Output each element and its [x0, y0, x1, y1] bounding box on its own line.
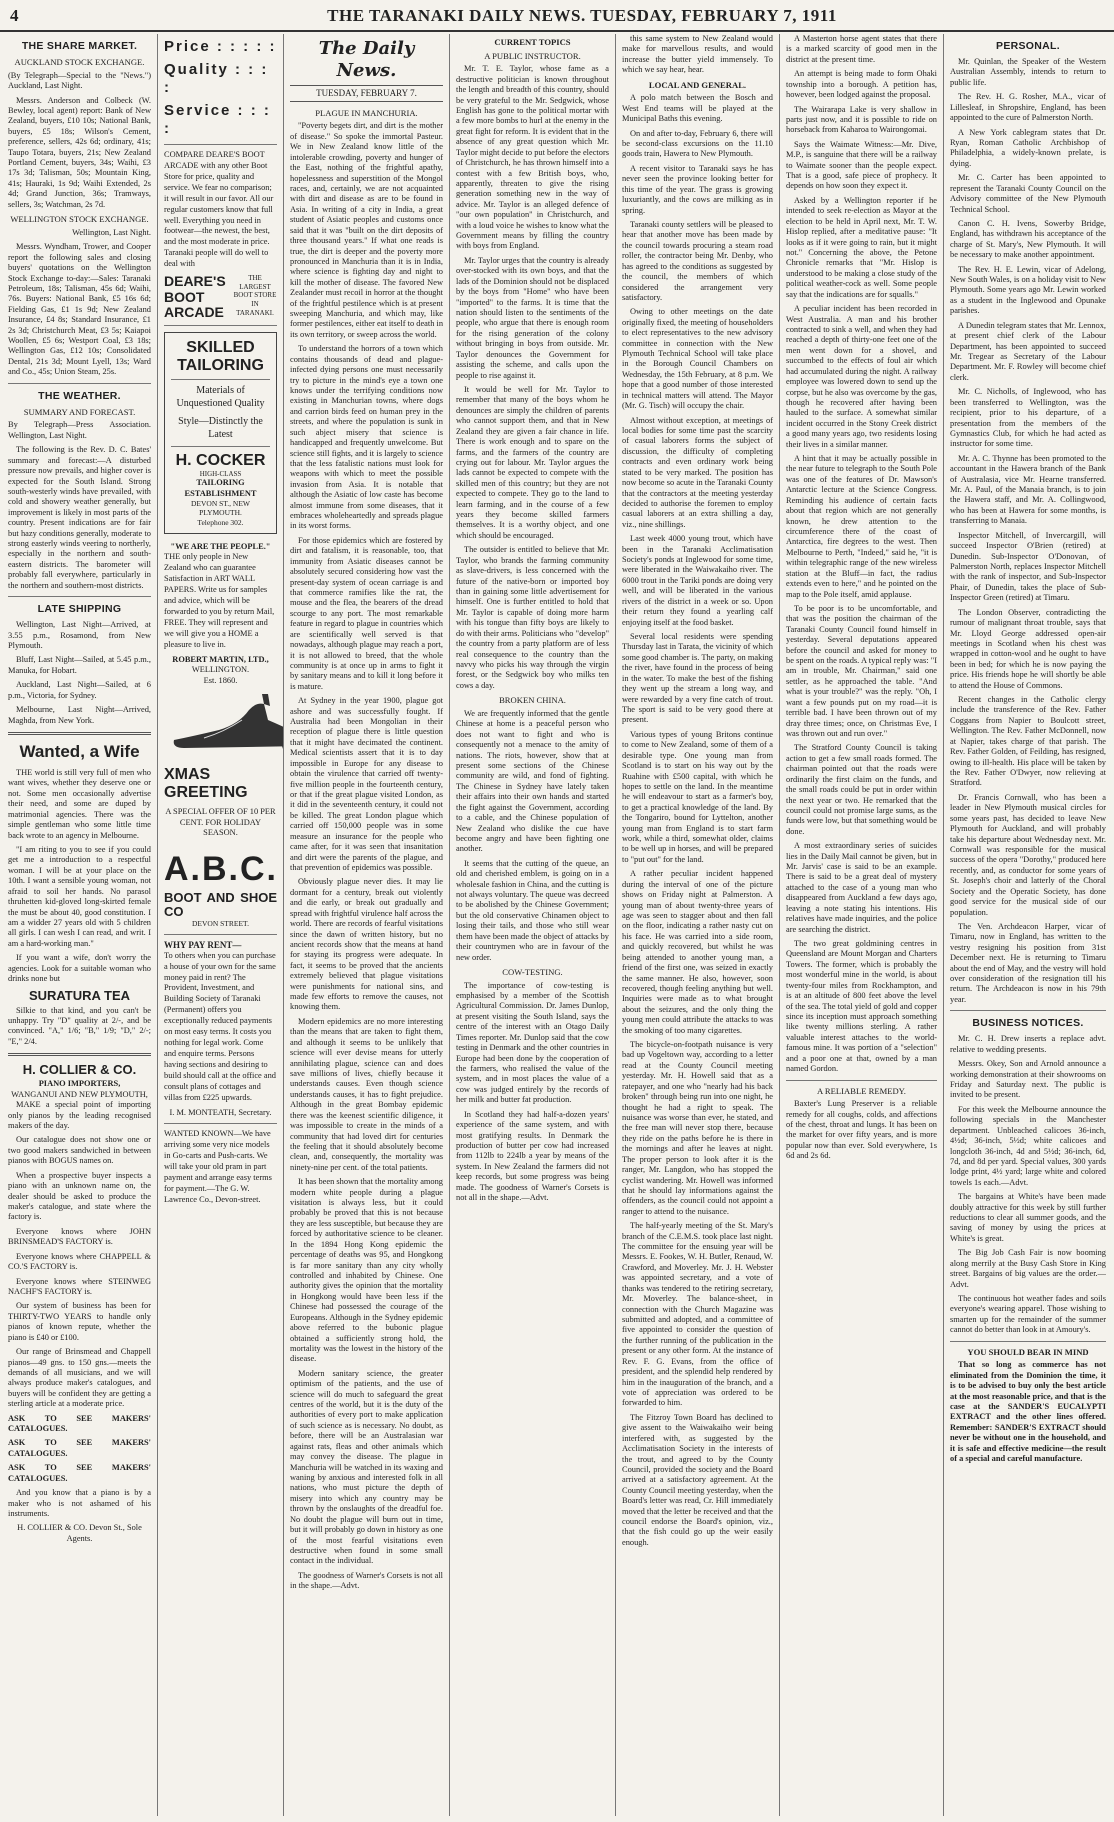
share-market-heading: THE SHARE MARKET. — [21, 40, 138, 52]
abc-address: DEVON STREET. — [192, 919, 249, 929]
personal-item: The Rev. H. E. Lewin, vicar of Adelong, New South Wales, is on a holiday visit to New Plymouth. Some years ago Mr. Lewin worked as a student in the Inglewood and Opunake parishes. — [950, 264, 1106, 316]
article-paragraph: The outsider is entitled to believe that Mr. Taylor, who brands the farming community as slave-drivers, is less concerned with the future of the native-born or imported boy than in gaining some little advertisement for himself. One is further entitled to hold that Mr. Taylor is capable of doing more harm with his tongue than fifty boys are likely to do with their arms. Politicians who "develop" the country from a party platform are of less real consequence to the country than the navvy who picks his way through the virgin forest, or the Sedgwick boy who milks ten cows a day. — [456, 545, 609, 690]
business-item: Mr. C. H. Drew inserts a replace advt. relative to wedding presents. — [950, 1034, 1106, 1054]
divider — [164, 934, 277, 935]
auckland-text: Messrs. Anderson and Colbeck (W. Bewley, local agent) report: Bank of New Zealand, buyers, £10 10s; National Bank, buyers, £5 18s; Wilson's Cement, preference, sellers, 42s 6d; ordinary, 41s; Taupo Totara, buyers, 21s; New Zealand Portland Cement, buyers, 34s; Waihi, £3 17s 3d; Talisman, 50s; Mountain King, 41s; Hauraki, 1s 9d; Waihi Extended, 2s 4d; Grand Junction, 36s; Tramways, sellers, 3s; Watchman, 2s 7d. — [8, 95, 151, 209]
shipping-item: Wellington, Last Night—Arrived, at 3.55 p.m., Rosamond, from New Plymouth. — [8, 620, 151, 650]
editorial-date: TUESDAY, FEBRUARY 7. — [290, 85, 443, 102]
rent-headline: WHY PAY RENT— — [164, 939, 242, 950]
collier-text: Our range of Brinsmead and Chappell pianos—49 gns. to 150 gns.—meets the demands of all musicians, and we will always produce maker's catalogues, and buyers will be confident they are getting a sterling article at a moderate price. — [8, 1347, 151, 1409]
cocker-name: H. COCKER — [175, 452, 266, 470]
cocker-class: HIGH-CLASS — [199, 469, 242, 478]
wife-text: If you want a wife, don't worry the agencies. Look for a suitable woman who drinks none but — [8, 953, 151, 984]
people-place: WELLINGTON. — [191, 665, 250, 675]
collier-text: And you know that a piano is by a maker who is not ashamed of his instruments. — [8, 1488, 151, 1518]
article-paragraph: Several local residents were spending Thursday last in Tarata, the vicinity of which some good chamber is. The party, on making the river, have found in the process of being in the water. To make the best of the fishing they went up the stream a long way, and were rewarded by a very fine catch of trout. The sport is said to be very good there at present. — [622, 632, 773, 725]
collier-heading: H. COLLIER & CO. — [22, 1062, 137, 1078]
cocker-telephone: Telephone 302. — [197, 517, 244, 527]
deare-logo-block — [164, 274, 277, 320]
plague-heading: PLAGUE IN MANCHURIA. — [315, 107, 418, 118]
collier-text: When a prospective buyer inspects a piano with an unknown name on, the dealer should be asked to produce the maker's catalogue, and state where the factory is. — [8, 1170, 151, 1222]
wanted-known-text: WANTED KNOWN—We have arriving some very nice models in Go-carts and Push-carts. We will take your old pram in part payment and arrange easy terms for payment.—The G. W. Lawrence Co., Devon-street. — [164, 1129, 272, 1204]
wellington-byline: Wellington, Last Night. — [72, 227, 151, 237]
people-name: ROBERT MARTIN, LTD., — [172, 654, 269, 664]
column-1 — [8, 34, 158, 1816]
article-paragraph: Says the Waimate Witness:—Mr. Dive, M.P., is sanguine that there will be a railway to Waimate sooner than the people expect. That is a good, safe piece of prophecy. It depends on how soon they expect it. — [786, 139, 937, 191]
article-paragraph: Various types of young Britons continue to come to New Zealand, some of them of a desirable type. One young man from Scotland is to start on his way out by the Ruahine with £500 capital, with which he hopes to settle on the land. In the meantime he will endeavour to start as a farmer's boy, to get a practical knowledge of the land. By the Tongariro, bound for Lyttelton, another young man from England is to start farm work, while a third, somewhat older, claims to be well up in horses, and will be prepared to "put out" for the land. — [622, 729, 773, 864]
article-paragraph: A Masterton horse agent states that there is a marked scarcity of good men in the district at the present time. — [786, 34, 937, 64]
people-text: THE only people in New Zealand who can guarantee Satisfaction in ART WALL PAPERS. Write us for samples and advice, which will be forwarded to you by return Mail, FREE. They will represent and we will give you a HOME a pleasure to live in. — [164, 552, 275, 649]
divider — [164, 144, 277, 145]
personal-item: Dr. Francis Cornwall, who has been a leader in New Plymouth musical circles for some years past, has decided to leave New Plymouth for Auckland, and will probably take his departure about Wednesday next. Mr. Cornwall was responsible for the musical success of the opera "Dorothy," produced here recently, and, as conductor for some years of St. Joseph's choir and latterly of the Choral Society and the Operatic Society, has done good service for the musical side of our population. — [950, 792, 1106, 917]
article-paragraph: To understand the horrors of a town which contains thousands of dead and plague-infected dying persons one must necessarily try to picture in the mind's eye a town one knows under the terrifying conditions now existing in Manchurian towns, where dogs and carrion birds feed on human prey in the streets, and where the population is sunk in such abject misery that science is handicapped and frequently unwelcome. But science still fights, and it is largely to science that the less fatalistic nations must look for weapons with which to meet the possible invasion from Asia. It is notable that although the Asiatic of low caste has become almost immune from some diseases, that it embraces wholeheartedly and spreads plague in its worst forms. — [290, 344, 443, 531]
article-paragraph: The Fitzroy Town Board has declined to give assent to the Waiwakaiho weir being interfered with, as suggested by the Acclimatisation Society in the interests of the trout, and agreed to by the County Council, provided the society and the Board arrived at a satisfactory agreement. At the County Council meeting yesterday, when the Board's letter was read, Cr. Hill immediately moved that the letter be received and that the council endorse the Board's opinion, viz., that the fish could go up the weir easily enough. — [622, 1412, 773, 1547]
bear-in-mind-heading: YOU SHOULD BEAR IN MIND — [967, 1346, 1089, 1357]
masthead — [0, 0, 1114, 32]
personal-item: The Rev. H. G. Rosher, M.A., vicar of Lillesleaf, in Shropshire, England, has been appointed to the cure of Palmerston North. — [950, 92, 1106, 123]
article-paragraph: To be poor is to be uncomfortable, and that was the position the chairman of the Taranaki County Council found himself in yesterday. Several deputations appeared before the council and asked for money to be spent on the roads. A typical reply was: "I am in trouble, Mr. Chairman," said one settler, as he approached the table. "And what is your trouble?" was the reply. "Oh, I want a few pounds put on my road—it is terrible bad. I have been thrown out of my dray three times; once, on Christmas Eve, I was thrown out and run over." — [786, 603, 937, 738]
article-paragraph: A hint that it may be actually possible in the near future to telegraph to the South Pole was one of the features of Dr. Mawson's Antarctic lecture at the Science Congress. Reminding his audience of certain facts about that region which are not generally known, he drew attention to the circumference there of the coast of Antarctica, fire degrees to the west. Then Melbourne to Perth, "Indeed," said he, "it is within telegraphic range of the new wireless station at the Bluff—in fact, the radius extends even to here," and he pointed on the map to the Pole itself, amid applause. — [786, 454, 937, 599]
article-paragraph: It would be well for Mr. Taylor to remember that many of the boys whom he denounces are simply the children of parents who cannot support them, and that in New Zealand they are given a fair chance in life. There is work enough and to spare on the farms, and the farmers of the country are crying out for labour. Mr. Taylor argues the lads cannot be expected to compete with the skilled men of this country; but they are not expected to compete. They go to the land to learn farming, and in the course of a few years they become skilled farmers themselves. It is a worthy object, and one which should be encouraged. — [456, 384, 609, 540]
article-paragraph: Mr. T. E. Taylor, whose fame as a destructive politician is known throughout the length and breadth of this country, should be very grateful to the Mr. Sedgwick, whose English has gone to the political mortar with a few more bombs to hurl at the enemy in the great fight for reform. It is evident that in the absence of any great question which Mr. Taylor might decide to put before the electors of Christchurch, he has thrown himself into a contest with a few British boys, who, apparently, threaten to give the rising generation something new in the way of advice. Mr. Taylor is an alleged defence of "our own population" in Christchurch, and with a loud voice he wishes to know what the Government means by filling the country with boys from England. — [456, 64, 609, 251]
article-paragraph: On and after to-day, February 6, there will be second-class excursions on the 11.10 goods train, Hawera to New Plymouth. — [622, 128, 773, 159]
collier-text: MAKE a special point of importing only pianos by the leading recognised makers of the day. — [8, 1100, 151, 1131]
people-established: Est. 1860. — [203, 675, 238, 685]
cow-testing-heading: COW-TESTING. — [502, 966, 563, 977]
article-paragraph: The Wairarapa Lake is very shallow in parts just now, and it is possible to ride on horseback from Kaharoa to Wairongomai. — [786, 104, 937, 135]
wife-text: "I am riting to you to see if you could get me a introduction to a respectful woman. I will be at your place on the 10th. I want a sensible young woman, not afraid to soil her hands. No parasol thruhetten kid-gloved long-skirted female the must be about 40, good constitution. I am a widder 27 years old with 5 children all girls. I can wesh I can read, and writ. I am a hard-working man." — [8, 844, 151, 948]
article-paragraph: Asked by a Wellington reporter if he intended to seek re-election as Mayor at the election to be held in April next, Mr. T. W. Hislop replied, after a meditative pause: "It looks as if it were going to rain, but it might not." Concerning the above, the Petone Chronicle remarks that "Mr. Hislop is understood to be making a close study of the political weather-cock as well. Some people say that the indications are for squalls." — [786, 195, 937, 299]
column-7 — [950, 34, 1106, 1816]
shoe-illustration — [164, 690, 284, 760]
people-headline: "WE ARE THE PEOPLE." — [170, 542, 271, 552]
article-paragraph: The half-yearly meeting of the St. Mary's branch of the C.E.M.S. took place last night. The committee for the ensuing year will be Messrs. E. Fookes, W. H. Butler, Renaud, W. Crawford, and Moverley. Mr. J. H. Webster was appointed secretary, and a vote of thanks was tendered to the retiring secretary, Mr. Moverley. The balance-sheet, in connection with the Church Magazine was submitted and adopted, and a committee of five appointed to consider the question of the further running of the publication in the present or any other form. At the instance of Rev. F. G. Evans, from the office of president, and the splendid help rendered by him in the inauguration of the branch, and a vote of appreciation was ordered to be forwarded to him. — [622, 1221, 773, 1408]
business-item: That so long as commerce has not eliminated from the Dominion the time, it is to be advised to buy only the best article at the most reasonable price, and that is the case at the SANDER'S EUCALYPTI EXTRACT and the other lines offered. Remember: SANDER'S EXTRACT should never be without one in the household, and it is safe and effective medicine—the result of a special and careful manufacture. — [950, 1360, 1106, 1464]
abc-logo: A.B.C. — [164, 850, 278, 889]
suratura-text: Silkie to that kind, and you can't be unhappy. Try "D" quality at 2/-, and be convinced. "A," 1/6; "B," 1/9; "D," 2/-; "E," 2/4. — [8, 1005, 151, 1046]
divider — [8, 596, 151, 597]
xmas-headline: XMAS GREETING — [164, 766, 248, 801]
deare-tagline: THE LARGEST BOOT STORE IN TARANAKI. — [233, 274, 277, 317]
cocker-style: Style—Distinctly the Latest — [178, 416, 263, 440]
weather-subheading: SUMMARY AND FORECAST. — [23, 406, 136, 417]
personal-item: The London Observer, contradicting the rumour of malignant throat trouble, says that Mr. Lloyd George addressed open-air meetings in Scotland when his chest was wrapped in cotton-wool and he ought to have been in bed; for which he is now paying the price. His friends hope he will shortly be able to attend the House of Commons. — [950, 607, 1106, 690]
divider — [8, 1053, 151, 1056]
collier-subheading: PIANO IMPORTERS, — [38, 1079, 121, 1089]
divider — [8, 383, 151, 384]
shipping-item: Auckland, Last Night—Sailed, at 6 p.m., Victoria, for Sydney. — [8, 680, 151, 700]
divider — [950, 1010, 1106, 1011]
article-paragraph: For those epidemics which are fostered by dirt and fatalism, it is reasonable, too, that immunity from Asiatic diseases cannot be absolutely secured considering how vast the present-day system of ocean carriage is and that commerce ramifies like the rat, the mouse and the flea, the bearers of the dread scourge to any port. The most remarkable feature in regard to plague in countries which are scientifically well served is that nowadays, although plague may reach a port, it is not allowed to breed, that the whole community is at once up in arms to fight it by sanitary means and to kill it long before it is mature. — [290, 535, 443, 691]
weather-byline: By Telegraph—Press Association. Wellington, Last Night. — [8, 420, 151, 440]
article-paragraph: Modern epidemics are no more interesting than the means that are taken to fight them, and although it seems to be unlikely that science will ever devise means for utterly annihilating plague, science can and does save millions of lives, chiefly because it understands causes. Even though science understands causes, it has to fight prejudice. Although in the great Bombay epidemic there was the keenest scientific diligence, it was impossible to create in the minds of a community that had loved dirt for centuries the feeling that it should absolutely become clean, and, consequently, the mortality was ninety-nine per cent. of the total patients. — [290, 1016, 443, 1172]
article-paragraph: Taranaki county settlers will be pleased to hear that another move has been made by the council towards procuring a steam road roller, the contractor being Mr. Denby, who has agreed to the conditions as suggested by the council, the members of which considered the arrangement very satisfactory. — [622, 219, 773, 302]
article-paragraph: A polo match between the Bosch and West End teams will be played at the Municipal Baths this evening. — [622, 93, 773, 124]
personal-item: Mr. A. C. Thynne has been promoted to the accountant in the Hawera branch of the Bank of Australasia, vice Mr. Hearne transferred. Mr. A. Paul, of the Manaia branch, is to join the Hawera staff, and Mr. A. Collingwood, who has been at Hawera for some months, is transferring to Manaia. — [950, 453, 1106, 526]
divider — [786, 1080, 937, 1081]
shipping-item: Melbourne, Last Night—Arrived, Maghda, from New York. — [8, 705, 151, 725]
article-paragraph: Almost without exception, at meetings of local bodies for some time past the scarcity of casual laborers forms the subject of discussion, the difficulty of completing contracts and even ordinary work being stated to be very marked. The position has now become so acute in the Taranaki County that the contractors at the meeting yesterday decided to authorise the foremen to employ casual laborers at an extra shilling a day, viz., nine shillings. — [622, 415, 773, 529]
article-paragraph: A rather peculiar incident happened during the interval of one of the picture shows on Friday night at Palmerston. A young man of about twenty-three years of age was seen to stagger about and then fall on the floor, indicating a rather nasty cut on his face. He was carried into a side room, and quickly recovered, but whilst he was being attended to another young man, a friend of the first one, was seized in exactly the same manner. He also, however, soon recovered, though feeling anything but well. Inquiries were made as to what brought about the seizures, and the only thing the young men could attribute the attacks to was the smoking of too many cigarettes. — [622, 869, 773, 1035]
business-item: The bargains at White's have been made doubly attractive for this week by still further reductions to clear all summer goods, and the saving of money by using the prices at White's is great. — [950, 1192, 1106, 1243]
collier-ask: ASK TO SEE MAKERS' CATALOGUES. — [8, 1438, 151, 1458]
auckland-byline: (By Telegraph—Special to the "News.") Auckland, Last Night. — [8, 70, 151, 91]
weather-text: The following is the Rev. D. C. Bates' summary and forecast:—A disturbed pressure now prevails, and higher cover is expected for the South Island. Strong south-westerly winds have prevailed, with cold and showery weather generally, but improvement is likely in most parts of the country. Present indications are for fair but hazy conditions generally, moderate to strong easterly winds veering to northerly, especially in the northern and south-eastern districts. The barometer will probably fall everywhere, particularly in the northern and southern-most districts. — [8, 445, 151, 590]
collier-text: Everyone knows where STEINWEG NACHF'S FACTORY is. — [8, 1276, 151, 1296]
article-paragraph: A most extraordinary series of suicides lies in the Daily Mail cannot be given, but in Mr. Jarvis' case is said to be an example. There is said to be a great deal of mystery attached to the case of a young man who disappeared from Auckland a few days ago, leaving a note stating his intentions. His relatives have made inquiries, and the police are searching the district. — [786, 841, 937, 934]
divider — [164, 325, 277, 326]
article-paragraph: The bicycle-on-footpath nuisance is very bad up Vogeltown way, according to a letter read at the County Council meeting yesterday. Mr. H. Howell said that as a ratepayer, and one who "nearly had his back broken" through being run into one night, he thought he had a right to speak. The nuisance was worse than ever, he stated, and the free man will never stop there, because they ride on the paths before he is there in the mornings and after he leaves at night. The proper person to look after it is the ranger, Mr. Langdon, who has stopped the cyclist wandering. Mr. Howell was informed that he should lay informations against the offenders, as the council could not appoint a ranger to attend to the nuisance. — [622, 1040, 773, 1216]
personal-item: A New York cablegram states that Dr. Ryan, Roman Catholic Archbishop of Philadelphia, a widely-known prelate, is dying. — [950, 127, 1106, 168]
personal-item: Recent changes in the Catholic clergy include the transference of the Rev. Father Coggans from Napier to Boulcott street, Wellington. The Rev. Father McDonnell, now at Napier, takes charge of that parish. The Rev. Father Golden, of Feilding, has resigned, owing to ill-health. His place will be taken by the Rev. Father O'Dwyer, now relieving at Stratford. — [950, 695, 1106, 788]
column-3 — [290, 34, 450, 1816]
instructor-heading: A PUBLIC INSTRUCTOR. — [484, 50, 581, 61]
personal-item: Mr. C. Nicholls, of Inglewood, who has been transferred to Wellington, was the recipient, prior to his departure, of a presentation from the members of the Gymnastics Club, for which he had acted as instructor for some time. — [950, 387, 1106, 449]
article-paragraph: this same system to New Zealand would make for marvellous results, and would increase the butter yield immensely. To which we say hear, hear. — [622, 34, 773, 75]
column-4 — [456, 34, 616, 1816]
wife-text: THE world is still very full of men who want wives, whether they deserve one or not. Some men occasionally advertise their need, and some are duped by matrimonial agencies. There was the simple gentleman who some little time back wrote to an agency in Melbourne. — [8, 768, 151, 840]
divider — [8, 732, 151, 735]
collier-text: Our system of business has been for THIRTY-TWO YEARS to handle only pianos of known repute, whether the piano is £40 or £100. — [8, 1301, 151, 1342]
auckland-heading: AUCKLAND STOCK EXCHANGE. — [14, 57, 145, 68]
article-paragraph: Baxter's Lung Preserver is a reliable remedy for all coughs, colds, and affections of the chest, throat and lungs. It has been on the market for over fifty years, and is more popular now than ever. Sold everywhere, 1s 6d and 2s 6d. — [786, 1099, 937, 1161]
article-paragraph: The importance of cow-testing is emphasised by a member of the Scottish Agricultural Commission. Dr. James Dunlop, at present visiting the South Island, says the centre of the interest with an Otago Daily Times reporter. Mr. Dunlop said that the cow testing in Denmark and the other countries in Europe had been done by the cooperation of the farmers, who realised the value of the system, and in most places the value of a cow was judged entirely by the records of her milk and butter fat production. — [456, 980, 609, 1105]
collier-ask: ASK TO SEE MAKERS' CATALOGUES. — [8, 1413, 151, 1434]
article-paragraph: A peculiar incident has been recorded in West Australia. A man and his brother contracted to sink a well, and when they had reached a depth of thirty-one feet one of the men went down for a shovel, and succumbed to the effects of foul air which had accumulated during the night. A railway employee was lowered down to send up the corpse, but he also was overcome by the gas, though he recovered after having been hauled to the surface. A somewhat similar incident occurred in the Stony Creek district a good many years ago, two residents losing their lives in a similar manner. — [786, 304, 937, 449]
divider — [164, 1123, 277, 1124]
article-paragraph: At Sydney in the year 1900, plague got ashore and was successfully fought. If Australia had been Mongolian in their reception of plague there is little question that it might have decimated the continent. Medical scientists assert that it is to day impossible in Europe for any disease to obtain the virulence that carried off twenty-five million people in the fourteenth century, or that if the great plague visited London, as it did in the seventeenth century, it could not be killed. The great London plague which carried off 150,000 people was in some measure an insurance for the people who came after, for it was seen that insanitation and dirt were the parents of the plague, and that prevention of epidemics was possible. — [290, 696, 443, 872]
collier-text: Our catalogue does not show one or two good makers sandwiched in between pianos with BOGUS names on. — [8, 1135, 151, 1166]
price-label: Price : : : : : — [164, 38, 277, 55]
article-paragraph: The Stratford County Council is taking action to get a few small roads formed. The chairman pointed out that the roads were ordinarily the first claim on the funds, and the small roads could be put in order within the next year or two. He remarked that the council could not promise large sums, as the funds were low, but that something would be done. — [786, 743, 937, 836]
divider — [171, 379, 270, 380]
divider — [171, 446, 270, 447]
rent-text: To others when you can purchase a house of your own for the same money paid in rent? The Provident, Investment, and Building Society of Taranaki (Permanent) offers you exceptionally reduced payments on most easy terms. It costs you nothing for legal work. Come and enquire terms. Persons having sections and desiring to build should call at the office and consult plans of cottages and villas from £225 upwards. — [164, 950, 276, 1102]
rent-signature: I. M. MONTEATH, Secretary. — [169, 1107, 272, 1117]
weather-heading: THE WEATHER. — [38, 389, 121, 402]
page-number: 4 — [10, 6, 19, 25]
deare-name: DEARE'S BOOT ARCADE — [164, 273, 226, 320]
quality-label: Quality : : : : — [164, 60, 269, 97]
divider — [950, 1341, 1106, 1342]
article-paragraph: Owing to other meetings on the date originally fixed, the meeting of householders to elect representatives to the new advisory committee in connection with the New Plymouth Technical School will take place in the Borough Council Chambers on Wednesday, the 15th February, at 8 p.m. We hope that a good number of those interested in technical matters will attend. The Mayor (Mr. G. Tisch) will occupy the chair. — [622, 307, 773, 411]
personal-item: Mr. Quinlan, the Speaker of the Western Australian Assembly, intends to return to public life. — [950, 57, 1106, 87]
shipping-item: Bluff, Last Night—Sailed, at 5.45 p.m., Manuka, for Hobart. — [8, 655, 151, 675]
broken-china-heading: BROKEN CHINA. — [499, 695, 566, 706]
business-item: Messrs. Okey, Son and Arnold announce a working demonstration at their showrooms on Friday and Saturday next. The public is invited to be present. — [950, 1059, 1106, 1100]
personal-heading: PERSONAL. — [996, 40, 1060, 52]
article-paragraph: Obviously plague never dies. It may lie dormant for a century, break out violently and die early, or break out gradually and spread with frightful virulence half across the world. There are records of fearful visitations since the dawn of written history, but no ancient records show that the means at hand for staying its progress were adequate. In fact, it seems to be proved that the ancients extremely believed that plague visitations were punishments for national sins, and made few efforts to remove the causes, not knowing them. — [290, 877, 443, 1012]
collier-text: Everyone knows where CHAPPELL & CO.'S FACTORY is. — [8, 1251, 151, 1272]
cocker-headline: SKILLED TAILORING — [177, 339, 264, 374]
shipping-heading: LATE SHIPPING — [37, 603, 122, 616]
collier-ask: ASK TO SEE MAKERS' CATALOGUES. — [8, 1463, 151, 1483]
article-paragraph: Last week 4000 young trout, which have been in the Taranaki Acclimatisation Society's ponds at Inglewood for some time, were liberated in the Waiwakaiho river. The 6000 trout in the Tariki ponds are doing very well, and will be liberated in the various rivers of the district in a week or so. Upon their return they found a yearling calf enjoying itself at the food basket. — [622, 534, 773, 627]
xmas-text: A SPECIAL OFFER OF 10 PER CENT. FOR HOLIDAY SEASON. — [165, 807, 276, 838]
article-paragraph: A recent visitor to Taranaki says he has never seen the province looking better for this time of the year. The grass is growing luxuriantly, and the cows are milking as in spring. — [622, 163, 773, 215]
cocker-ad — [164, 332, 277, 534]
price-quality-service-ad — [164, 38, 277, 139]
suratura-heading: SURATURA TEA — [28, 988, 131, 1004]
editorial-flag: The Daily News. — [318, 38, 415, 82]
column-6 — [786, 34, 944, 1816]
newspaper-title: THE TARANAKI DAILY NEWS. TUESDAY, FEBRUARY 7, 1911 — [327, 6, 837, 25]
article-paragraph: An attempt is being made to form Ohaki township into a borough. A petition has, however, been lodged against the proposal. — [786, 69, 937, 100]
business-item: For this week the Melbourne announce the following specials in the Manchester department. Unbleached calicoes 36-inch, 4½d; 36-inch, 5½d; white calicoes and longcloth 36-inch, 4d and 5½d; 36-inch, 6d, 7d, and 8d per yard. Special values, 300 yards lodge print, 4½ yard; large white and colored towels 1s each.—Advt. — [950, 1104, 1106, 1187]
deare-text: COMPARE DEARE'S BOOT ARCADE with any other Boot Store for price, quality and service. We fear no comparison; it will result in our favor. All our regular customers know that full well. Everything you need in footwear—the newest, the best, and the most moderate in price. Taranaki people will do well to deal with — [164, 149, 274, 269]
article-paragraph: "Poverty begets dirt, and dirt is the mother of disease." So spoke the immortal Pasteur. We in New Zealand know little of the intolerable crowding, poverty and hunger of the East, nothing of the frightful apathy, hopelessness and superstition of the Mongol races, and, certainly, we are not acquainted with dirt and disease as are to be found in Asia. In writing of a city in India, a great student of Asiatic peoples and customs once said that it was "built on the dirt deposits of three thousand years." If what one reads is true, the dirt is deeper and the poverty more pronounced in Manchuria than it is in India, where science is fighting day and night to kill the mother of disease. The favored New Zealander must recoil in horror at the thought of the frightful pestilence which is at present sweeping Manchuria, and which may, like former pestilences, either eat itself to death in its own territory, or sweep across the world. — [290, 121, 444, 339]
personal-item: Mr. C. Carter has been appointed to represent the Taranaki County Council on the Advisory committee of the New Plymouth Technical School. — [950, 173, 1106, 214]
cocker-address: DEVON ST., NEW PLYMOUTH. — [190, 499, 251, 518]
article-paragraph: In Scotland they had half-a-dozen years' experience of the same system, and with most gratifying results. In Denmark the production of butter per cow had increased from 112lb to 224lb a year by means of the system. In New Zealand the farmers did not keep records, but some progress was being made. The goodness of Warner's Corsets is not all in the shape.—Advt. — [456, 1109, 609, 1203]
article-paragraph: It has been shown that the mortality among modern white people during a plague visitation is always less, but it could probably be proved that this is not because they are less susceptible, but because they are forced by authoritative science to be cleaner. In the 1894 Hong Kong epidemic the percentage of deaths was 95, and Hongkong is far more sanitary than any city wholly controlled and inhabited by Chinese. One authority gives the opinion that the mortality in Hongkong would have been less if the Chinese had possessed the courage of the Europeans. Although in the Sydney epidemic above referred to the bubonic plague obtained a sufficiently strong hold, the mortality was the lowest in the history of the disease. — [290, 1177, 444, 1364]
cocker-text: Materials of Unquestioned Quality — [176, 385, 265, 409]
service-label: Service : : : : — [164, 101, 271, 138]
column-2-ads — [164, 34, 284, 1816]
collier-signature: H. COLLIER & CO. Devon St., Sole Agents. — [17, 1523, 142, 1543]
collier-place: WANGANUI AND NEW PLYMOUTH, — [11, 1089, 148, 1099]
cocker-establishment: TAILORING ESTABLISHMENT — [184, 478, 257, 498]
article-paragraph: The goodness of Warner's Corsets is not all in the shape.—Advt. — [290, 1570, 443, 1591]
article-paragraph: The two great goldmining centres in Queensland are Mount Morgan and Charters Towers. The former, which is probably the most wonderful mine in the world, is about twenty-four miles from Rockhampton, and is at an altitude of 800 feet above the level of the sea. The total yield of gold and copper since its inception must approach something like twenty millions sterling. A rather valuable interest attaches to the world-famous mine. It was portion of a "selection" and a poor one at that, owned by a man named Gordon. — [786, 939, 937, 1074]
article-paragraph: We are frequently informed that the gentle Chinese at home is a peaceful person who does not want to fight and who is consequently not a menace to the amity of nations. The riots, however, show that at present some sections of the Chinese community are wild, and fond of fighting. The Chinese in Sydney have lately taken their affairs into their own hands and started the fight against the Government, according to a cable, and the Chinese population of New Zealand who dislike the cue have become angry and have been fighting one another. — [456, 708, 609, 854]
article-paragraph: It seems that the cutting of the queue, an old and cherished emblem, is going on in a wholesale fashion in China, and the cutting is not always voluntary. The queue was decreed to be abolished by the Chinese Government; but the old conservative Chinamen object to losing their tails, and those who still wear them have been made the object of attacks by their countrymen who are in favour of the new order. — [456, 858, 609, 962]
local-general-heading: LOCAL AND GENERAL. — [648, 79, 747, 90]
business-item: The continuous hot weather fades and soils everyone's wearing apparel. Those wishing to smarten up for the remainder of the summer cannot do better than look in at Amoury's. — [950, 1294, 1106, 1335]
personal-item: Canon C. H. Ivens, Sowerby Bridge, England, has withdrawn his acceptance of the charge of St. Mary's, New Plymouth. It will be necessary to make another appointment. — [950, 218, 1106, 260]
reliable-remedy-heading: A RELIABLE REMEDY. — [817, 1085, 906, 1096]
column-5 — [622, 34, 780, 1816]
personal-item: Inspector Mitchell, of Invercargill, will succeed Inspector O'Brien (retired) at Dunedin. Sub-Inspector O'Donovan, of Palmerston North, replaces Inspector Mitchell with the rank of inspector, and Sub-Inspector Phair, of Dunedin, takes the place of Sub-Inspector Green (retired) at Timaru. — [950, 530, 1106, 603]
current-topics-heading: CURRENT TOPICS — [494, 37, 571, 47]
article-paragraph: Modern sanitary science, the greater optimism of the patients, and the use of science will do much to safeguard the great centres of the world, but it is the duty of the authorities of every port to make application of such science as is necessary. No doubt, as before, there will be an Australasian war against rats, fleas and other animals which may convey the disease. The plague in Manchuria will be watched in its waxing and waning by anxious and interested folk in all nations, who must picture the depth of misery into which any country may be thrown by the onslaughts of the dreadful foe. No doubt the plague will burn out in time, but it will probably go down in history as one of the most fearful visitations even destructive when found in some small contact in the individual. — [290, 1368, 443, 1566]
collier-text: Everyone knows where JOHN BRINSMEAD'S FACTORY is. — [8, 1226, 151, 1247]
wife-heading: Wanted, a Wife — [19, 741, 140, 761]
personal-item: A Dunedin telegram states that Mr. Lennox, at present chief clerk of the Labour Department, has been appointed to succeed Mr. Tregear as Secretary of the Labour Department. Mr. F. Rowley will become chief clerk. — [950, 320, 1106, 382]
abc-subheading: BOOT AND SHOE CO — [164, 889, 277, 919]
business-item: The Big Job Cash Fair is now booming along merrily at the Busy Cash Store in King street. Bargains of big values are the order.—Advt. — [950, 1248, 1106, 1289]
business-notices-heading: BUSINESS NOTICES. — [972, 1017, 1084, 1030]
article-paragraph: Mr. Taylor urges that the country is already over-stocked with its own boys, and that the lads of the Dominion should not be displaced by the boys from "Home" who have been "imported" to the farms. It is time that the nation should listen to the sentiments of the people, who argue that there is enough room for the rising generation of the colony without bringing in boys from outside. Mr. Taylor denounces the Government for assisting the scheme, and calls upon the people to rise against it. — [456, 255, 609, 380]
personal-item: The Ven. Archdeacon Harper, vicar of Timaru, now in England, has written to the vestry resigning his position from 31st December next. He is returning to Timaru about the end of May, and the vestry will hold over consideration of the resignation till his return. The Archdeacon is now in his 79th year. — [950, 921, 1106, 1004]
wellington-heading: WELLINGTON STOCK EXCHANGE. — [10, 214, 149, 225]
wellington-text: Messrs. Wyndham, Trower, and Cooper report the following sales and closing buyers' quotations on the Wellington Stock Exchange to-day:—Sales: Taranaki Petroleum, 18s; Talisman, 45s 6d; Waihi, 76s. Buyers: National Bank, £5 16s 6d; Fielding Gas, £1 1s 9d; New Zealand Insurance, £4 8s; Standard Insurance, £1 2s 3d; Christchurch Meat, £3 5s; Kaiapoi Woollen, £5 6s; Westport Coal, £3 18s; Wellington Gas, £12 10s; Consolidated Dental, 21s 3d; Mount Lyell, 13s; Ward and Co., 45s; Union Steam, 25s. — [8, 242, 151, 377]
